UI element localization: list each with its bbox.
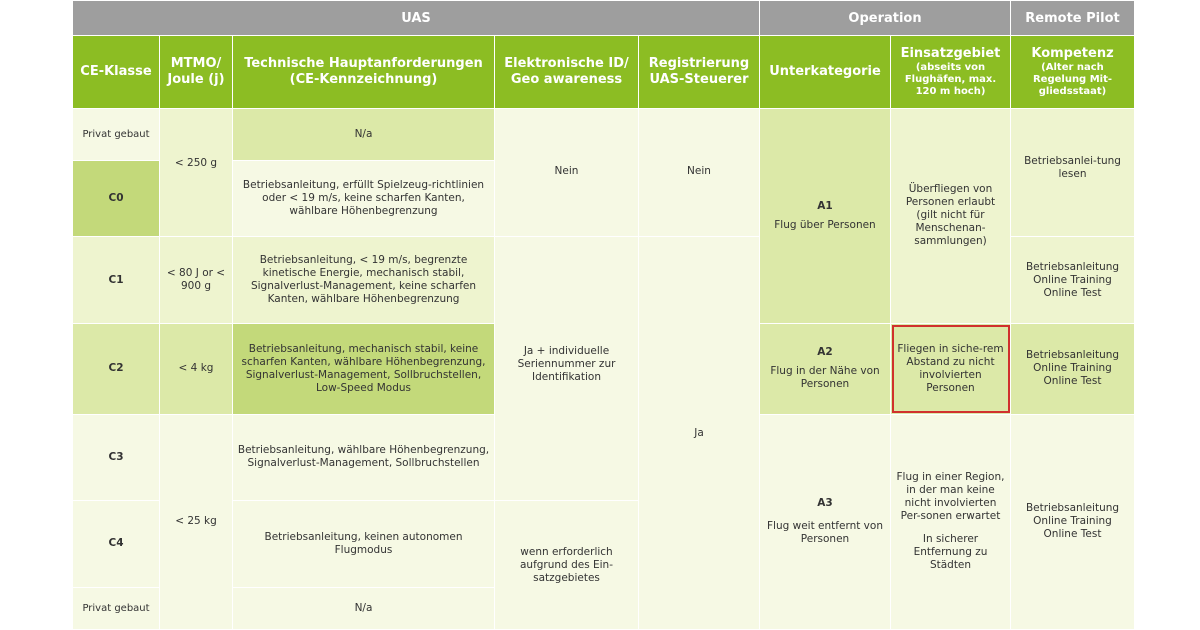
cell-tech-privat: N/a <box>233 108 495 160</box>
group-header-row <box>73 1 1135 36</box>
header-einsatzgebiet <box>891 36 1011 108</box>
header-technische-anforderungen: Technische Hauptanforderungen (CE-Kennzeichnung) <box>233 36 495 108</box>
cell-klasse-c2: C2 <box>73 324 160 415</box>
header-kompetenz-note: (Alter nach Regelung Mit-gliedsstaat) <box>1032 61 1113 97</box>
a2-label: Flug in der Nähe von Personen <box>770 365 880 391</box>
cell-klasse-c0: C0 <box>73 161 160 237</box>
a2-code: A2 <box>817 346 833 359</box>
group-uas: UAS <box>73 1 760 36</box>
header-registrierung: Registrierung UAS-Steuerer <box>639 36 760 108</box>
cell-tech-c4: Betriebsanleitung, keinen autonomen Flugmodus <box>233 501 495 588</box>
cell-klasse-privat: Privat gebaut <box>73 108 160 160</box>
cell-kompetenz-online-2: Betriebsanleitung Online Training Online Test <box>1011 324 1135 415</box>
a3-einsatz-region: Flug in einer Region, in der man keine nicht involvierten Per-sonen erwartet <box>896 471 1005 523</box>
cell-tech-privat-2: N/a <box>233 587 495 629</box>
column-header-row <box>73 36 1135 108</box>
cell-kompetenz-online-3: Betriebsanleitung Online Training Online Test <box>1011 414 1135 629</box>
cell-mtmo-25kg: < 25 kg <box>160 414 233 629</box>
header-elektronische-id: Elektronische ID/ Geo awareness <box>495 36 639 108</box>
cell-tech-c1: Betriebsanleitung, < 19 m/s, begrenzte kinetische Energie, mechanisch stabil, Signalverlust-Management, keine scharfen Kanten, wählbare Höhenbegrenzung <box>233 237 495 324</box>
table-row <box>73 108 1135 160</box>
uas-classification-table <box>72 0 1135 630</box>
cell-klasse-c1: C1 <box>73 237 160 324</box>
cell-einsatz-a3 <box>891 414 1011 629</box>
cell-unterkategorie-a2 <box>760 324 891 415</box>
cell-tech-c0: Betriebsanleitung, erfüllt Spielzeug-richtlinien oder < 19 m/s, keine scharfen Kanten, wählbare Höhenbegrenzung <box>233 161 495 237</box>
cell-klasse-c4: C4 <box>73 501 160 588</box>
cell-eid-ja: Ja + individuelle Seriennummer zur Identifikation <box>495 237 639 501</box>
cell-klasse-c3: C3 <box>73 414 160 501</box>
cell-kompetenz-lesen: Betriebsanlei-tung lesen <box>1011 108 1135 237</box>
cell-einsatz-a2-highlighted: Fliegen in siche-rem Abstand zu nicht involvierten Personen <box>891 324 1011 415</box>
cell-tech-c2: Betriebsanleitung, mechanisch stabil, keine scharfen Kanten, wählbare Höhenbegrenzung, Signalverlust-Management, Sollbruchstellen, Low-Speed Modus <box>233 324 495 415</box>
group-operation: Operation <box>760 1 1011 36</box>
header-kompetenz-title: Kompetenz <box>1031 45 1114 61</box>
cell-mtmo-250g: < 250 g <box>160 108 233 237</box>
cell-eid-wenn-erforderlich: wenn erforderlich aufgrund des Ein-satzgebietes <box>495 501 639 630</box>
cell-reg-ja: Ja <box>639 237 760 630</box>
cell-einsatz-a1: Überfliegen von Personen erlaubt (gilt nicht für Menschenan-sammlungen) <box>891 108 1011 323</box>
cell-reg-nein: Nein <box>639 108 760 237</box>
a1-label: Flug über Personen <box>774 218 876 231</box>
header-einsatzgebiet-title: Einsatzgebiet <box>900 45 1001 61</box>
header-einsatzgebiet-note: (abseits von Flughäfen, max. 120 m hoch) <box>904 61 997 97</box>
header-kompetenz <box>1011 36 1135 108</box>
header-mtmo: MTMO/ Joule (j) <box>160 36 233 108</box>
a3-label: Flug weit entfernt von Personen <box>767 520 883 546</box>
header-ce-klasse: CE-Klasse <box>73 36 160 108</box>
cell-kompetenz-online-1: Betriebsanleitung Online Training Online Test <box>1011 237 1135 324</box>
cell-unterkategorie-a3 <box>760 414 891 629</box>
a3-einsatz-staedte: In sicherer Entfernung zu Städten <box>913 533 988 572</box>
cell-tech-c3: Betriebsanleitung, wählbare Höhenbegrenzung, Signalverlust-Management, Sollbruchstellen <box>233 414 495 501</box>
group-remote-pilot: Remote Pilot <box>1011 1 1135 36</box>
cell-unterkategorie-a1 <box>760 108 891 323</box>
cell-klasse-privat-2: Privat gebaut <box>73 587 160 629</box>
cell-mtmo-c1: < 80 J or < 900 g <box>160 237 233 324</box>
a3-code: A3 <box>817 497 833 510</box>
cell-mtmo-c2: < 4 kg <box>160 324 233 415</box>
a1-code: A1 <box>817 199 833 212</box>
classification-table-sheet <box>72 0 1134 630</box>
header-unterkategorie: Unterkategorie <box>760 36 891 108</box>
cell-eid-nein: Nein <box>495 108 639 237</box>
